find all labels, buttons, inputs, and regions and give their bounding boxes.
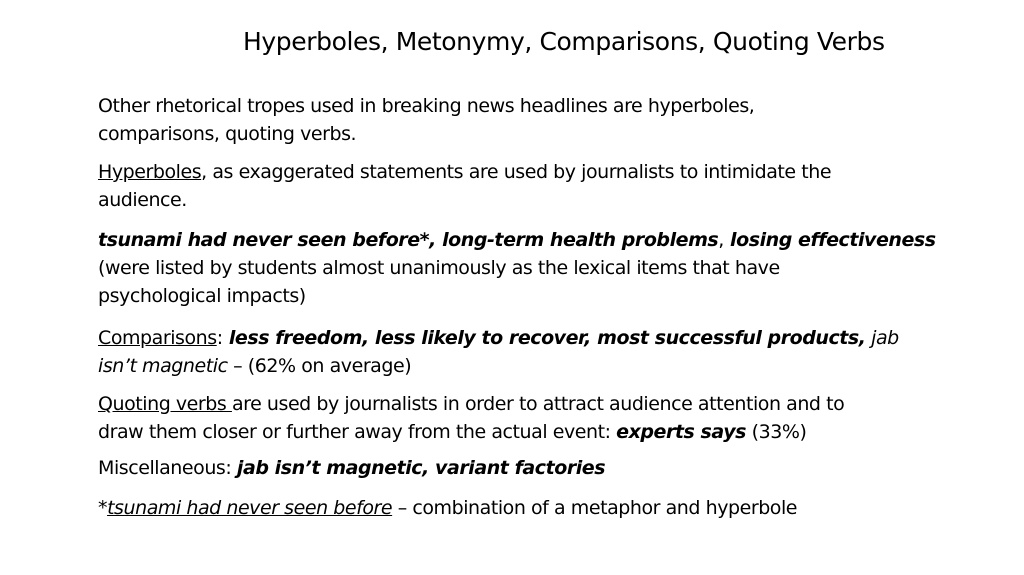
hyperboles-text: , as exaggerated statements are used by journalists to intimidate the — [201, 161, 832, 183]
example-recover: less likely to recover — [368, 327, 585, 349]
paragraph-examples — [98, 226, 978, 310]
tropes-line-2: comparisons, quoting verbs. — [98, 123, 357, 145]
example-variant: variant factories — [428, 457, 606, 479]
example-experts: experts says — [616, 421, 747, 443]
footnote — [98, 494, 978, 522]
hyperboles-line-2: audience. — [98, 189, 187, 211]
comparisons-stat: – (62% on average) — [227, 355, 412, 377]
paragraph-miscellaneous — [98, 454, 978, 482]
example-freedom: less freedom — [222, 327, 362, 349]
example-jab: jab — [865, 327, 899, 349]
footnote-text: – combination of a metaphor and hyperbole — [392, 497, 798, 519]
paragraph-tropes — [98, 92, 978, 148]
hyperboles-term: Hyperboles — [98, 161, 202, 183]
quoting-verbs-text: are used by journalists in order to attract audience attention and to — [231, 393, 845, 415]
examples-line-2: (were listed by students almost unanimously as the lexical items that have — [98, 257, 780, 279]
separator: , — [718, 229, 724, 251]
colon: : — [216, 327, 223, 349]
slide-title: Hyperboles, Metonymy, Comparisons, Quoting Verbs — [243, 27, 885, 56]
comparisons-term: Comparisons — [98, 327, 217, 349]
paragraph-comparisons — [98, 324, 978, 380]
example-jab-magnetic: jab isn’t magnetic — [236, 457, 423, 479]
example-tsunami: tsunami had never seen before* — [98, 229, 430, 251]
example-health: long-term health problems — [435, 229, 719, 251]
quoting-verbs-line-2: draw them closer or further away from the actual event: — [98, 421, 617, 443]
paragraph-hyperboles — [98, 158, 978, 214]
example-effectiveness: losing effectiveness — [723, 229, 936, 251]
separator: , — [584, 327, 591, 349]
separator: , — [429, 229, 436, 251]
quoting-verbs-stat: (33%) — [746, 421, 807, 443]
examples-line-3: psychological impacts) — [98, 285, 306, 307]
example-magnetic: isn’t magnetic — [98, 355, 228, 377]
example-products: most successful products — [590, 327, 859, 349]
footnote-term: tsunami had never seen before — [107, 497, 393, 519]
separator: , — [858, 327, 866, 349]
footnote-star: * — [98, 497, 108, 519]
paragraph-quoting-verbs — [98, 390, 978, 446]
miscellaneous-label: Miscellaneous: — [98, 457, 237, 479]
separator: , — [361, 327, 369, 349]
separator: , — [422, 457, 429, 479]
quoting-verbs-term: Quoting verbs — [98, 393, 232, 415]
tropes-line-1: Other rhetorical tropes used in breaking news headlines are hyperboles, — [98, 95, 755, 117]
